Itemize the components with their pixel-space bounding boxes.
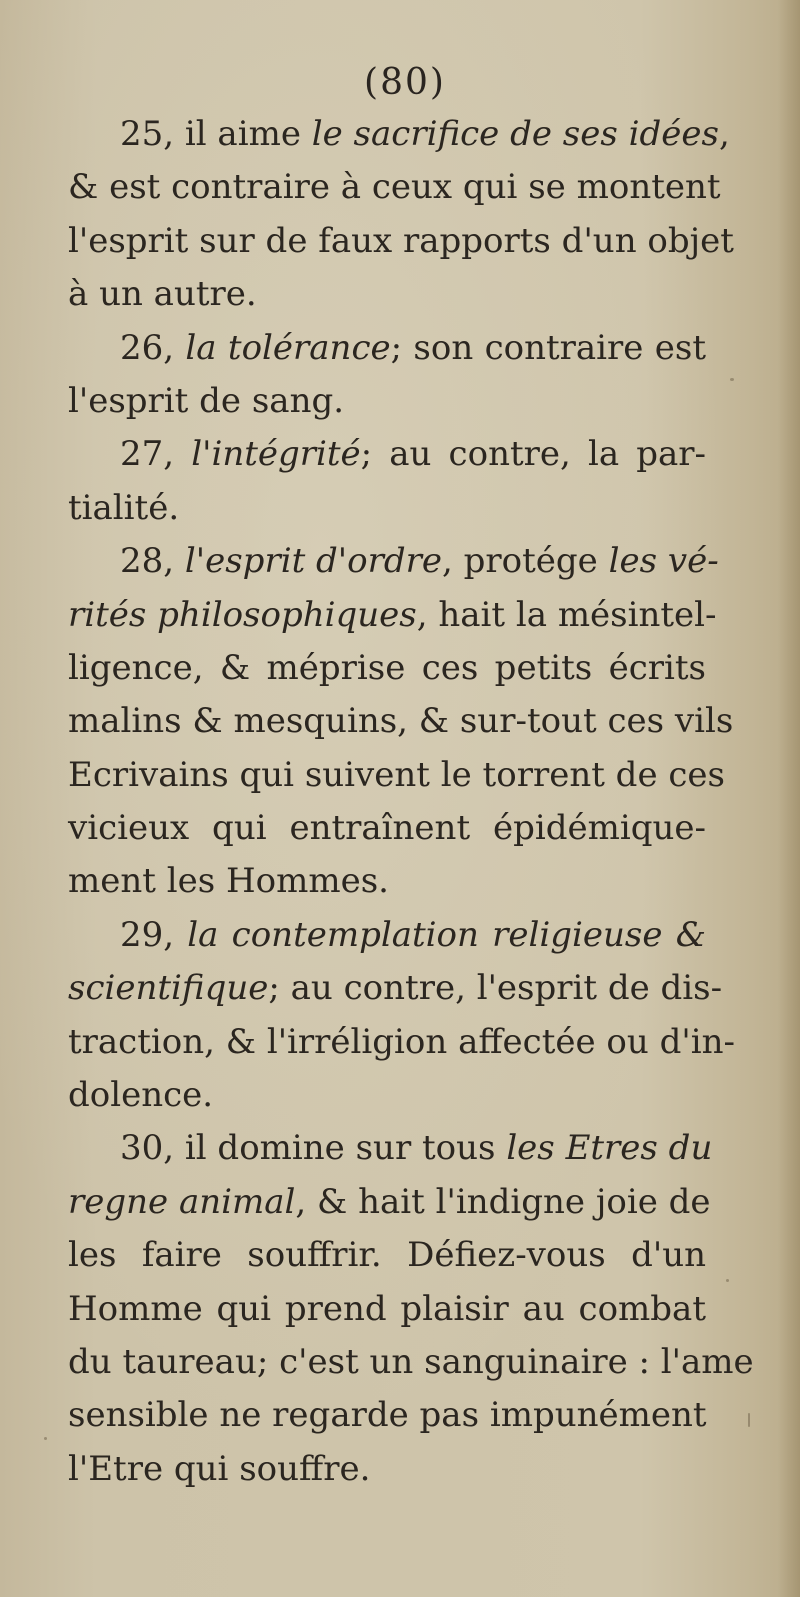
text-line [68,802,706,855]
text-segment: 26, [120,327,186,368]
text-segment: tialité. [68,487,180,528]
body-text [68,108,754,1496]
text-line [68,1122,713,1175]
paper-speck [726,1279,729,1282]
text-line [68,215,734,268]
italic-text-segment: rités philosophiques [68,594,417,635]
text-segment: traction, & l'irréligion affectée ou d'in- [68,1021,735,1062]
text-line [68,482,706,535]
italic-text-segment: l'intégrité [191,434,361,475]
text-segment: du taureau; c'est un sanguinaire : l'ame [68,1341,754,1382]
text-line [68,1389,706,1442]
italic-text-segment: regne animal [68,1181,296,1222]
text-segment: 29, [120,914,188,955]
text-line [68,428,706,481]
italic-text-segment: le sacrifice de ses idées [311,114,719,154]
italic-text-segment: la tolérance [185,327,391,368]
text-segment: ment les Hommes. [68,861,389,902]
text-line [68,962,723,1015]
text-segment: 30, il domine sur tous [120,1128,507,1169]
text-segment: sensible ne regarde pas impunément [68,1395,707,1436]
text-segment: ; son contraire est [390,327,706,368]
text-line [68,1176,711,1229]
text-line [68,1069,706,1122]
text-line [68,589,717,642]
text-line [68,642,706,695]
text-line [68,108,730,161]
text-segment: malins & mesquins, & sur-tout ces vils [68,701,734,742]
text-line [68,1336,754,1389]
text-segment: ligence, & méprise ces petits écrits [68,647,706,688]
text-segment: , & hait l'indigne joie de [295,1181,711,1222]
text-line [68,161,721,214]
text-segment: vicieux qui entraînent épidémique- [68,808,706,849]
paper-speck [44,1437,47,1440]
text-segment: l'esprit de sang. [68,380,345,421]
text-segment: Homme qui prend plaisir au combat [68,1288,706,1329]
text-segment: l'Etre qui souffre. [68,1448,371,1489]
text-segment: 28, [120,541,185,582]
text-line [68,695,734,748]
text-segment: à un autre. [68,274,257,315]
text-segment: les faire souffrir. Défiez-vous d'un [68,1235,706,1276]
text-line [68,1229,706,1282]
text-segment: , [718,114,730,154]
paper-speck [730,378,734,381]
text-segment: & est contraire à ceux qui se montent [68,167,721,208]
text-segment: 27, [120,434,192,475]
page-edge-shadow [778,0,800,1597]
page-number: (80) [364,62,446,103]
italic-text-segment: l'esprit d'ordre [184,541,443,582]
italic-text-segment: les Etres du [506,1128,713,1169]
text-line [68,535,719,588]
text-line [68,268,706,321]
text-line [68,1443,706,1496]
text-line [68,322,706,375]
italic-text-segment: scientifique [68,968,269,1009]
text-segment: l'esprit sur de faux rapports d'un objet [68,220,734,261]
text-line [68,1016,735,1069]
text-line [68,749,725,802]
text-segment: , protége [442,541,609,582]
text-line [68,855,706,908]
text-segment: , hait la mésintel- [416,594,717,635]
text-segment: dolence. [68,1075,214,1116]
text-segment: Ecrivains qui suivent le torrent de ces [68,754,725,795]
text-segment: ; au contre, la par- [360,434,707,475]
text-line [68,909,706,962]
text-segment: 25, il aime [120,114,312,154]
italic-text-segment: les vé- [608,541,719,582]
text-line [68,375,706,428]
text-line [68,1283,706,1336]
italic-text-segment: la contemplation religieuse & [187,914,706,955]
text-segment: ; au contre, l'esprit de dis- [268,968,723,1009]
paper-speck [748,1413,750,1427]
